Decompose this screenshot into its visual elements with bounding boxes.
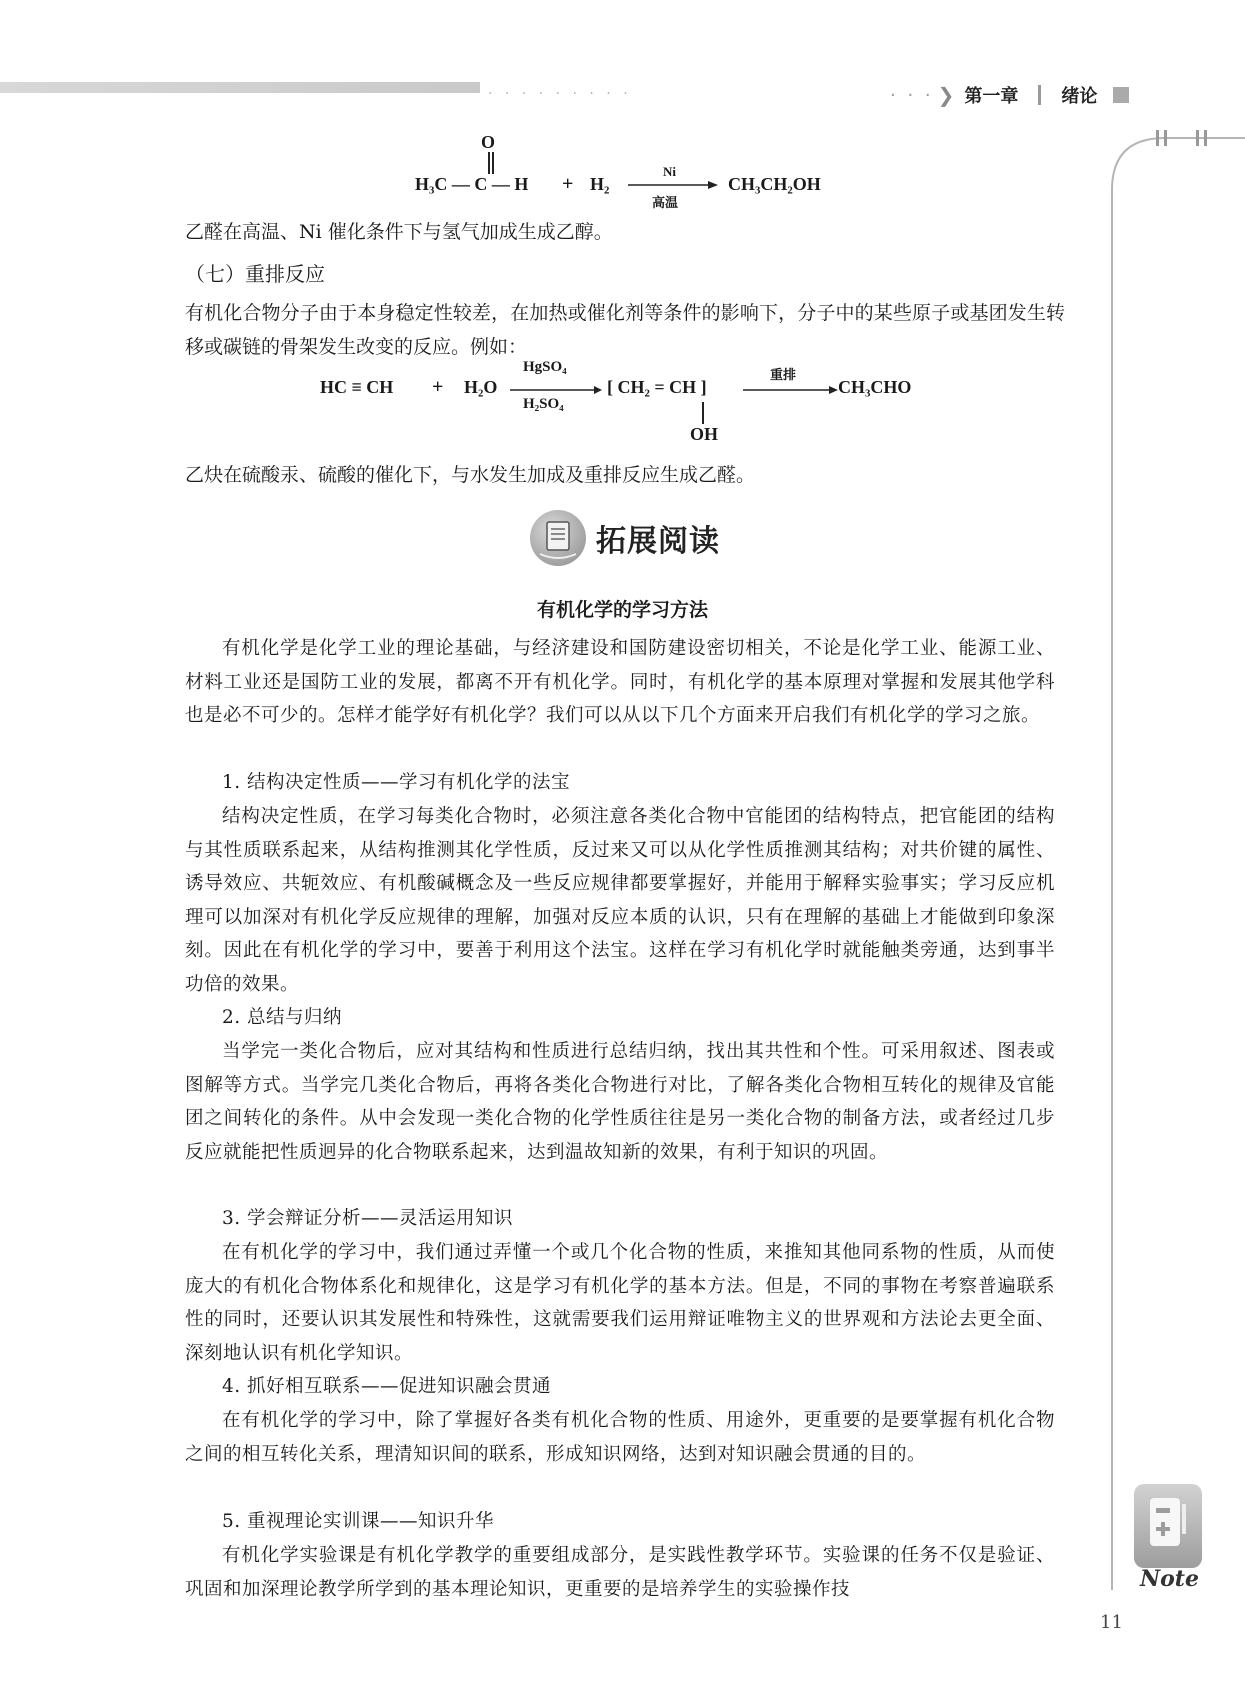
article-paragraph: 有机化学实验课是有机化学教学的重要组成部分，是实践性教学环节。实验课的任务不仅是验证、巩固和加深理论教学所学到的基本理论知识，更重要的是培养学生的实验操作技 — [185, 1545, 1055, 1600]
chevron-right-icon: ❯ — [937, 83, 955, 107]
article-subheading: 3. 学会辩证分析——灵活运用知识 — [222, 1208, 514, 1229]
acetaldehyde: H₃C — C — H — [415, 174, 529, 194]
rearrangement-label: 重排 — [770, 367, 797, 382]
plus-sign-2: + — [432, 376, 444, 398]
note-label: Note — [1140, 1566, 1199, 1592]
article-subheading: 2. 总结与归纳 — [222, 1007, 343, 1028]
double-bond-mark — [488, 152, 494, 174]
oh-bond — [702, 402, 704, 424]
vinyl-alcohol: [ CH₂ = CH ] — [607, 377, 707, 397]
header-dots: · · · · · · · · · — [488, 86, 632, 102]
reaction-arrow-3 — [743, 385, 838, 395]
condition-high-temp: 高温 — [652, 195, 679, 210]
article-subheading: 4. 抓好相互联系——促进知识融会贯通 — [222, 1376, 552, 1397]
square-icon — [1113, 87, 1129, 103]
chapter-label: 第一章 — [964, 86, 1019, 107]
article-paragraph: 当学完一类化合物后，应对其结构和性质进行总结归纳，找出其共性和个性。可采用叙述、图表或图解等方式。当学完几类化合物后，再将各类化合物进行对比，了解各类化合物相互转化的规律及官能团之间转化的条件。从中会发现一类化合物的化学性质往往是另一类化合物的制备方法，或者经过几步反应就能把性质迥异的化合物联系起来，达到温故知新的效果，有利于知识的巩固。 — [185, 1041, 1055, 1163]
water: H₂O — [464, 377, 498, 397]
page-number: 11 — [1100, 1612, 1123, 1633]
section-heading-rearrangement: （七）重排反应 — [185, 262, 325, 286]
plus-sign: + — [562, 173, 574, 195]
paragraph-acetaldehyde: 乙醛在高温、Ni 催化条件下与氢气加成生成乙醇。 — [185, 221, 613, 243]
margin-decoration — [1110, 130, 1245, 1610]
header-bar — [0, 82, 480, 93]
hydrogen: H₂ — [590, 174, 610, 194]
notepad-icon — [1134, 1484, 1202, 1568]
hydroxyl: OH — [690, 424, 719, 444]
carbonyl-oxygen: O — [481, 132, 496, 152]
catalyst-hgso4: HgSO₄ — [523, 359, 567, 375]
extended-reading-badge — [530, 510, 586, 566]
catalyst-h2so4: H₂SO₄ — [523, 396, 564, 412]
paragraph-rearrangement: 有机化合物分子由于本身稳定性较差，在加热或催化剂等条件的影响下，分子中的某些原子或基团发生转移或碳链的骨架发生改变的反应。例如： — [185, 302, 1065, 358]
acetaldehyde-product: CH₃CHO — [838, 377, 912, 397]
extended-reading-title: 拓展阅读 — [596, 524, 720, 559]
article-subheading: 1. 结构决定性质——学习有机化学的法宝 — [222, 772, 571, 793]
catalyst-ni: Ni — [663, 164, 676, 179]
header-divider — [1038, 85, 1041, 105]
article-title: 有机化学的学习方法 — [536, 599, 708, 621]
running-header — [890, 80, 1129, 110]
acetylene: HC ≡ CH — [320, 377, 394, 397]
chapter-title: 绪论 — [1061, 86, 1098, 107]
article-paragraph: 在有机化学的学习中，除了掌握好各类有机化合物的性质、用途外，更重要的是要掌握有机化合物之间的相互转化关系，理清知识间的联系，形成知识网络，达到对知识融会贯通的目的。 — [185, 1410, 1055, 1465]
article-paragraph: 有机化学是化学工业的理论基础，与经济建设和国防建设密切相关，不论是化学工业、能源工业、材料工业还是国防工业的发展，都离不开有机化学。同时，有机化学的基本原理对掌握和发展其他学科也是必不可少的。怎样才能学好有机化学？我们可以从以下几个方面来开启我们有机化学的学习之旅。 — [185, 638, 1055, 726]
article-subheading: 5. 重视理论实训课——知识升华 — [222, 1511, 495, 1532]
book-icon — [530, 510, 586, 566]
reaction-arrow-2 — [510, 385, 602, 395]
header-arrow-dots: · · · — [890, 84, 934, 106]
article-paragraph: 在有机化学的学习中，我们通过弄懂一个或几个化合物的性质，来推知其他同系物的性质，从而使庞大的有机化合物体系化和规律化，这是学习有机化学的基本方法。但是，不同的事物在考察普遍联系性的同时，还要认识其发展性和特殊性，这就需要我们运用辩证唯物主义的世界观和方法论去更全面、深刻地认识有机化学知识。 — [185, 1242, 1055, 1364]
article-paragraph: 结构决定性质，在学习每类化合物时，必须注意各类化合物中官能团的结构特点，把官能团的结构与其性质联系起来，从结构推测其化学性质，反过来又可以从化学性质推测其结构；对共价键的属性、诱导效应、共轭效应、有机酸碱概念及一些反应规律都要掌握好，并能用于解释实验事实；学习反应机理可以加深对有机化学反应规律的理解，加强对反应本质的认识，只有在理解的基础上才能做到印象深刻。因此在有机化学的学习中，要善于利用这个法宝。这样在学习有机化学时就能触类旁通，达到事半功倍的效果。 — [185, 806, 1055, 995]
ethanol: CH₃CH₂OH — [728, 174, 821, 194]
reaction-arrow — [628, 180, 718, 190]
note-box — [1134, 1484, 1202, 1568]
paragraph-acetylene: 乙炔在硫酸汞、硫酸的催化下，与水发生加成及重排反应生成乙醛。 — [185, 464, 756, 486]
